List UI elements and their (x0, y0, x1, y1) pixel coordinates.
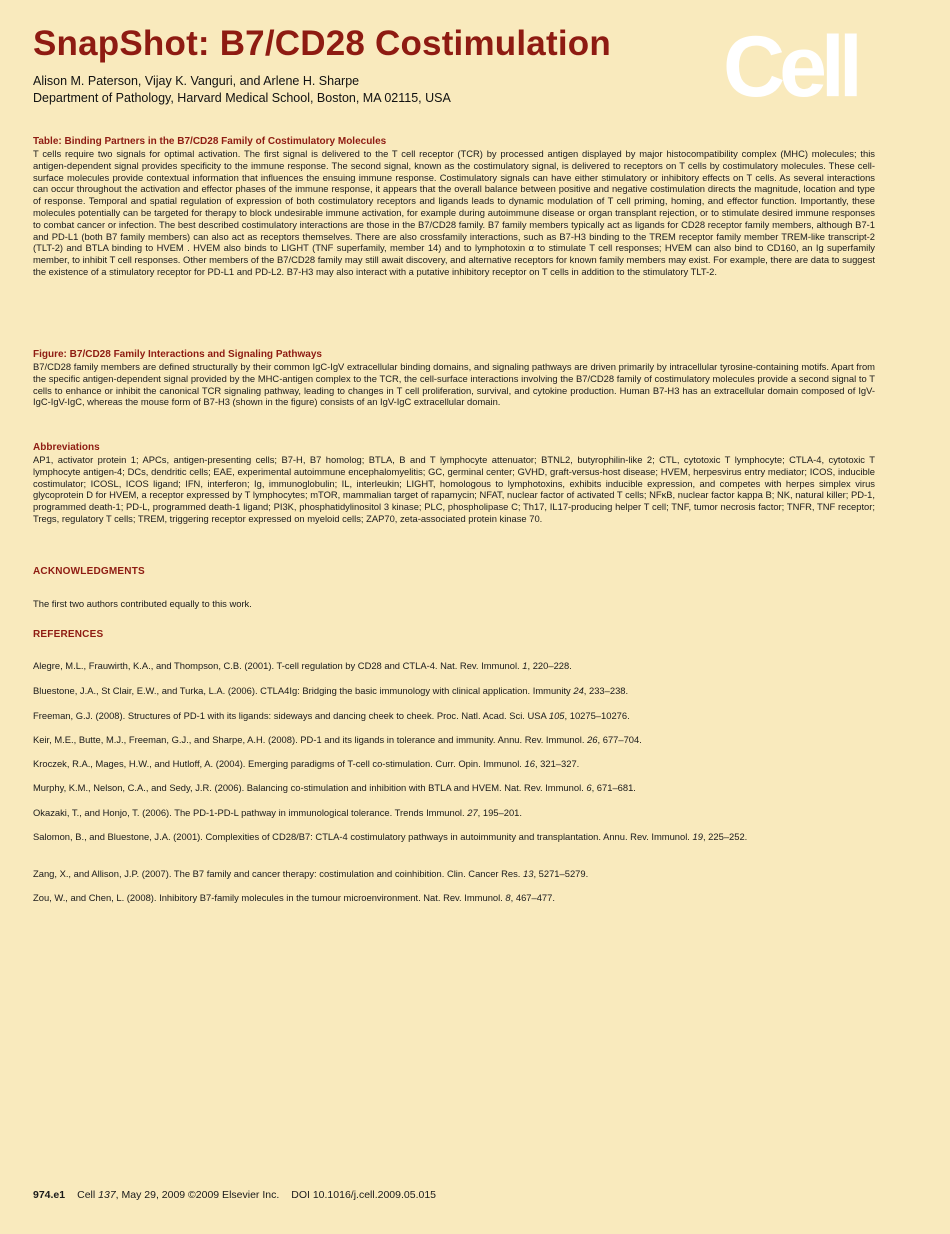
author-block (33, 73, 451, 107)
figure-body: B7/CD28 family members are defined structurally by their common IgC-IgV extracellular binding domains, and signaling pathways are driven primarily by intracellular tyrosine-containing motifs. Apart from the specific antigen-dependent signal provided by the MHC-antigen complex to the TCR, the cell-surface interactions involving the B7/CD28 family of costimulatory molecules provide a second signal to T cells to enhance or inhibit the canonical TCR signaling pathway, leading to changes in T cell proliferation, survival, and cytokine production. Human B7-H3 has an extracellular domain composed of IgV-IgC-IgV-IgC, whereas the mouse form of B7-H3 (shown in the figure) consists of an IgV-IgC extracellular domain. (33, 361, 875, 408)
journal-volume: 137 (98, 1189, 116, 1201)
reference-item (33, 758, 875, 770)
reference-text: Kroczek, R.A., Mages, H.W., and Hutloff, A. (2004). Emerging paradigms of T-cell co-stimulation. Curr. Opin. Immunol. (33, 758, 525, 769)
doi: DOI 10.1016/j.cell.2009.05.015 (291, 1189, 437, 1201)
authors: Alison M. Paterson, Vijay K. Vanguri, and Arlene H. Sharpe (33, 74, 360, 88)
reference-pages: , 5271–5279. (533, 868, 589, 879)
reference-item (33, 710, 875, 722)
reference-pages: , 225–252. (702, 831, 748, 842)
reference-pages: , 10275–10276. (564, 710, 630, 721)
reference-item (33, 734, 875, 746)
reference-text: Keir, M.E., Butte, M.J., Freeman, G.J., and Sharpe, A.H. (2008). PD-1 and its ligands in tolerance and immunity. Annu. Rev. Immunol. (33, 734, 588, 745)
reference-pages: , 467–477. (510, 892, 555, 903)
reference-volume: 24 (573, 685, 584, 696)
reference-item (33, 807, 875, 819)
reference-text: Okazaki, T., and Honjo, T. (2006). The PD-1-PD-L pathway in immunological tolerance. Trends Immunol. (33, 807, 468, 818)
acknowledgments-body-wrap (33, 598, 875, 610)
references-section (33, 629, 875, 641)
acknowledgments-heading: ACKNOWLEDGMENTS (33, 566, 145, 577)
reference-text: Freeman, G.J. (2008). Structures of PD-1 with its ligands: sideways and dancing cheek to cheek. Proc. Natl. Acad. Sci. USA (33, 710, 549, 721)
reference-text: Zou, W., and Chen, L. (2008). Inhibitory B7-family molecules in the tumour microenvironment. Nat. Rev. Immunol. (33, 892, 506, 903)
reference-volume: 13 (523, 868, 534, 879)
page-title: SnapShot: B7/CD28 Costimulation (33, 24, 611, 63)
date-copyright: , May 29, 2009 ©2009 Elsevier Inc. (115, 1189, 280, 1201)
reference-volume: 26 (587, 734, 598, 745)
reference-volume: 19 (692, 831, 703, 842)
reference-text: Bluestone, J.A., St Clair, E.W., and Turka, L.A. (2006). CTLA4Ig: Bridging the basic immunology with clinical application. Immunity (33, 685, 574, 696)
reference-volume: 27 (467, 807, 478, 818)
reference-item (33, 868, 875, 880)
abbreviations-section (33, 442, 875, 525)
reference-text: Zang, X., and Allison, J.P. (2007). The B7 family and cancer therapy: costimulation and coinhibition. Clin. Cancer Res. (33, 868, 524, 879)
reference-volume: 1 (522, 660, 528, 671)
reference-pages: , 677–704. (597, 734, 642, 745)
reference-volume: 105 (548, 710, 565, 721)
reference-item (33, 892, 875, 904)
figure-heading: Figure: B7/CD28 Family Interactions and Signaling Pathways (33, 349, 322, 360)
reference-volume: 8 (505, 892, 511, 903)
reference-text: Salomon, B., and Bluestone, J.A. (2001). Complexities of CD28/B7: CTLA-4 costimulatory pathways in autoimmunity and transplantation. Annu. Rev. Immunol. (33, 831, 693, 842)
figure-section (33, 349, 875, 408)
table-section (33, 136, 875, 278)
table-body: T cells require two signals for optimal activation. The first signal is delivered to the T cell receptor (TCR) by processed antigen displayed by major histocompatibility complex (MHC) molecules; this antigen-dependent signal provides specificity to the immune response. The second signal, known as the costimulatory signal, is delivered to receptors on T cells by costimulatory molecules. These cell-surface molecules provide contextual information that influences the ensuing immune response. Costimulatory signals can have either stimulatory or inhibitory effects on T cells. As several interactions can occur throughout the activation and effector phases of the immune response, it appears that the overall balance between positive and negative costimulation directs the magnitude, location and type of response. Temporal and spatial regulation of expression of both costimulatory receptors and ligands leads to dynamic modulation of T cell priming, homing, and effector function. Importantly, these molecules potentially can be targeted for therapy to block undesirable immune activation, for example during autoimmune disease or organ transplant rejection, or to stimulate desired immune responses to combat cancer or infection. The best described costimulatory interactions are those in the B7/CD28 family. B7 family members typically act as ligands for CD28 receptor family members, although B7-1 and PD-L1 (both B7 family members) can also act as receptors themselves. There are also crossfamily interactions, such as B7-H3 binding to the TREM receptor family member TREM-like transcript-2 (TLT-2) and BTLA binding to HVEM . HVEM also binds to LIGHT (TNF superfamily, member 14) and to lymphotoxin α to stimulate T cell responses; HVEM can also bind to CD160, an Ig superfamily member, to inhibit T cell responses. Other members of the B7/CD28 family may still await discovery, and alternative receptors for known family members may exist. For example, there are data to suggest the existence of a stimulatory receptor for PD-L1 and PD-L2. B7-H3 may also interact with a putative inhibitory receptor on T cells in addition to the stimulatory TLT-2. (33, 148, 875, 277)
acknowledgments-body: The first two authors contributed equally to this work. (33, 598, 252, 609)
reference-volume: 6 (586, 782, 592, 793)
reference-item (33, 685, 875, 697)
reference-pages: , 220–228. (527, 660, 572, 671)
reference-item (33, 660, 875, 672)
acknowledgments-section (33, 566, 875, 578)
reference-pages: , 671–681. (591, 782, 636, 793)
table-heading: Table: Binding Partners in the B7/CD28 Family of Costimulatory Molecules (33, 136, 387, 147)
reference-volume: 16 (524, 758, 535, 769)
abbreviations-body: AP1, activator protein 1; APCs, antigen-presenting cells; B7-H, B7 homolog; BTLA, B and T lymphocyte attenuator; BTNL2, butyrophilin-like 2; CTL, cytotoxic T lymphocyte; CTLA-4, cytotoxic T lymphocyte antigen-4; DCs, dendritic cells; EAE, experimental autoimmune encephalomyelitis; GC, germinal center; GVHD, graft-versus-host disease; HVEM, herpesvirus entry mediator; ICOS, inducible costimulator; ICOSL, ICOS ligand; IFN, interferon; Ig, immunoglobulin; IL, interleukin; LIGHT, homologous to lymphotoxins, exhibits inducible expression, and competes with herpes simplex virus glycoprotein D for HVEM, a receptor expressed by T lymphocytes; mTOR, mammalian target of rapamycin; NFAT, nuclear factor of activated T cells; NFκB, nuclear factor kappa B; NK, natural killer; PD-1, programmed death-1; PD-L, programmed death-1 ligand; PI3K, phosphatidylinositol 3 kinase; PLC, phospholipase C; Th17, IL17-producing helper T cell; TNF, tumor necrosis factor; TNFR, TNF receptor; Tregs, regulatory T cells; TREM, triggering receptor expressed on myeloid cells; ZAP70, zeta-associated protein kinase 70. (33, 454, 875, 524)
reference-text: Alegre, M.L., Frauwirth, K.A., and Thompson, C.B. (2001). T-cell regulation by CD28 and CTLA-4. Nat. Rev. Immunol. (33, 660, 523, 671)
references-heading: REFERENCES (33, 629, 104, 640)
page-footer (33, 1189, 436, 1201)
reference-item (33, 782, 875, 794)
reference-pages: , 195–201. (477, 807, 522, 818)
reference-item (33, 831, 875, 843)
cell-logo: Cell (723, 19, 857, 115)
abbreviations-heading: Abbreviations (33, 442, 100, 453)
affiliation: Department of Pathology, Harvard Medical School, Boston, MA 02115, USA (33, 91, 451, 105)
reference-text: Murphy, K.M., Nelson, C.A., and Sedy, J.R. (2006). Balancing co-stimulation and inhibition with BTLA and HVEM. Nat. Rev. Immunol. (33, 782, 587, 793)
reference-pages: , 233–238. (583, 685, 629, 696)
journal-name: Cell (77, 1189, 96, 1201)
reference-pages: , 321–327. (534, 758, 580, 769)
page-number: 974.e1 (33, 1189, 66, 1201)
